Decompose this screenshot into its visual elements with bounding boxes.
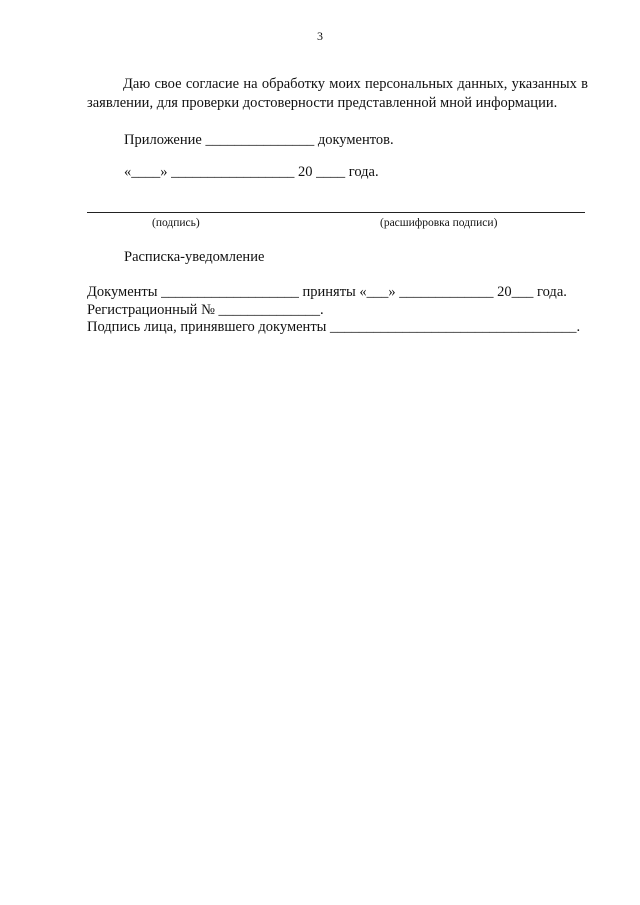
attachment-line: Приложение _______________ документов. bbox=[124, 132, 394, 148]
signature-caption: (подпись) bbox=[152, 217, 200, 229]
consent-paragraph: Даю свое согласие на обработку моих персональных данных, указанных в заявлении, для проверки достоверности представленной мной информации. bbox=[87, 75, 588, 111]
receipt-title: Расписка-уведомление bbox=[124, 249, 265, 265]
registration-number-line: Регистрационный № ______________. bbox=[87, 302, 324, 318]
date-line: «____» _________________ 20 ____ года. bbox=[124, 164, 379, 180]
receiver-signature-line: Подпись лица, принявшего документы __________________________________. bbox=[87, 319, 581, 335]
signature-line bbox=[87, 212, 585, 213]
receipt-documents-line: Документы ___________________ приняты «___» _____________ 20___ года. bbox=[87, 284, 567, 300]
page-number: 3 bbox=[317, 29, 323, 43]
signature-name-caption: (расшифровка подписи) bbox=[380, 217, 498, 229]
